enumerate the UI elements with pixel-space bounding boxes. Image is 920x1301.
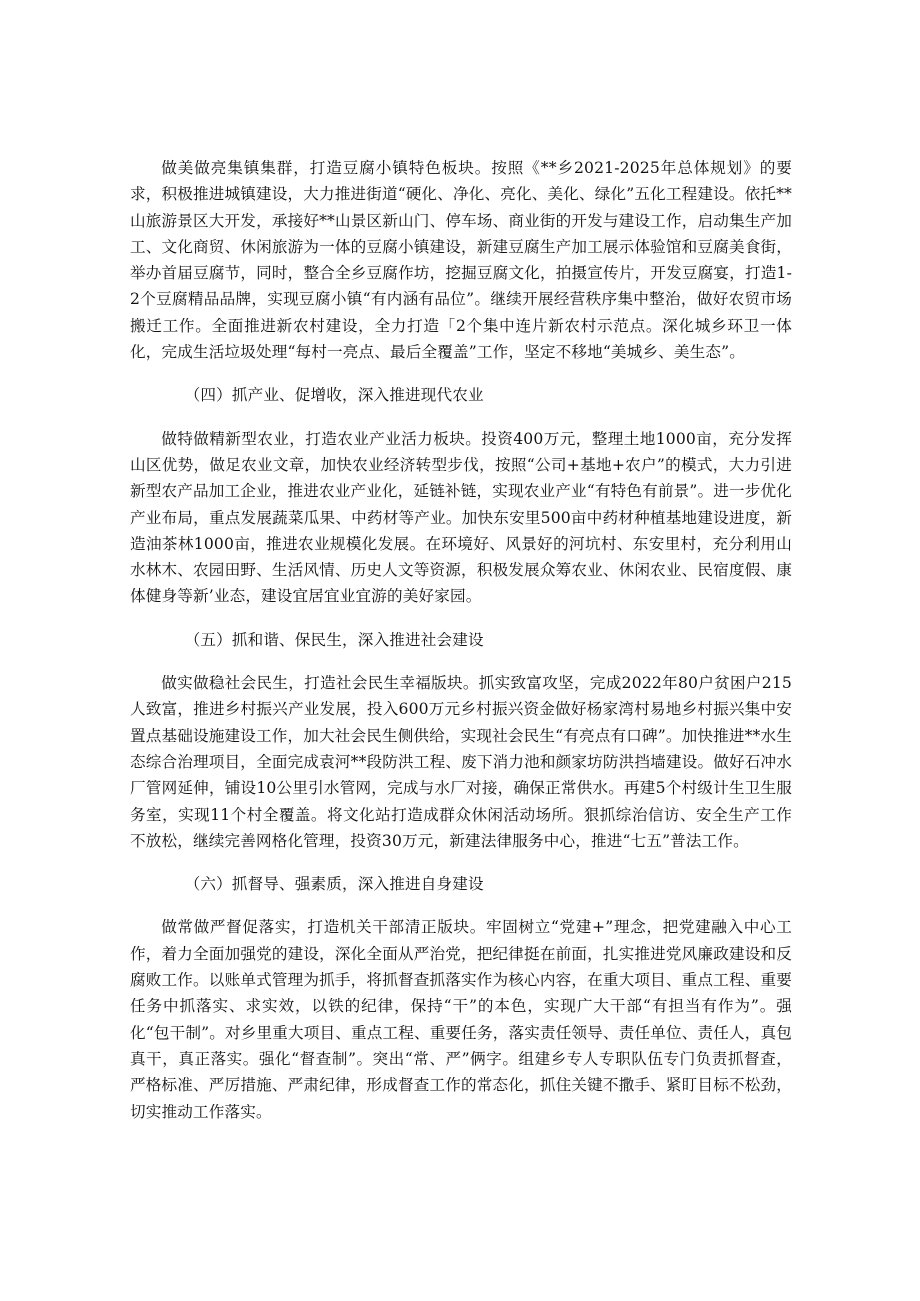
paragraph-town-construction: 做美做亮集镇集群，打造豆腐小镇特色板块。按照《**乡2021-2025年总体规划》的要求，积极推进城镇建设，大力推进街道“硬化、净化、亮化、美化、绿化”五化工程建设。依托**山旅游景区大开发，承接好**山景区新山门、停车场、商业街的开发与建设工作，启动集生产加工、文化商贸、休闲旅游为一体的豆腐小镇建设，新建豆腐生产加工展示体验馆和豆腐美食街，举办首届豆腐节，同时，整合全乡豆腐作坊，挖掘豆腐文化，拍摄宣传片，开发豆腐宴，打造1-2个豆腐精品品牌，实现豆腐小镇“有内涵有品位”。继续开展经营秩序集中整治，做好农贸市场搬迁工作。全面推进新农村建设，全力打造「2个集中连片新农村示范点。深化城乡环卫一体化，完成生活垃圾处理“每村一亮点、最后全覆盖”工作，坚定不移地“美城乡、美生态”。 [130,159,792,362]
section-heading-agriculture: （四）抓产业、促增收，深入推进现代农业 [184,386,484,405]
document-body [130,155,792,1125]
paragraph-social-livelihood: 做实做稳社会民生，打造社会民生幸福版块。抓实致富攻坚，完成2022年80户贫困户215人致富，推进乡村振兴产业发展，投入600万元乡村振兴资金做好杨家湾村易地乡村振兴集中安置点基础设施建设工作，加大社会民生侧供给，实现社会民生“有亮点有口碑”。加快推进**水生态综合治理项目，全面完成袁河**段防洪工程、废下消力池和颜家坊防洪挡墙建设。做好石冲水厂管网延伸，铺设10公里引水管网，完成与水厂对接，确保正常供水。再建5个村级计生卫生服务室，实现11个村全覆盖。将文化站打造成群众休闲活动场所。狠抓综治信访、安全生产工作不放松，继续完善网格化管理，投资30万元，新建法律服务中心，推进“七五”普法工作。 [130,674,792,850]
paragraph-modern-agriculture: 做特做精新型农业，打造农业产业活力板块。投资400万元，整理土地1000亩，充分发挥山区优势，做足农业文章，加快农业经济转型步伐，按照“公司+基地+农户”的模式，大力引进新型农产品加工企业，推进农业产业化，延链补链，实现农业产业“有特色有前景”。进一步优化产业布局，重点发展蔬菜瓜果、中药材等产业。加快东安里500亩中药材种植基地建设进度，新造油茶林1000亩，推进农业规模化发展。在环境好、风景好的河坑村、东安里村，充分利用山水林木、农园田野、生活风情、历史人文等资源，积极发展众筹农业、休闲农业、民宿度假、康体健身等新’业态，建设宜居宜业宜游的美好家园。 [130,429,792,606]
section-heading-social: （五）抓和谐、保民生，深入推进社会建设 [184,630,484,649]
section-heading-self-building: （六）抓督导、强素质，深入推进自身建设 [184,875,484,894]
paragraph-supervision: 做常做严督促落实，打造机关干部清正版块。牢固树立“党建+”理念，把党建融入中心工作，着力全面加强党的建设，深化全面从严治党，把纪律挺在前面，扎实推进党风廉政建设和反腐败工作。以账单式管理为抓手，将抓督查抓落实作为核心内容，在重大项目、重点工程、重要任务中抓落实、求实效，以铁的纪律，保持“干”的本色，实现广大干部“有担当有作为”。强化“包干制”。对乡里重大项目、重点工程、重要任务，落实责任领导、责任单位、责任人，真包真干，真正落实。强化“督查制”。突出“常、严”俩字。组建乡专人专职队伍专门负责抓督查，严格标准、严厉措施、严肃纪律，形成督查工作的常态化，抓住关键不撒手、紧盯目标不松劲，切实推动工作落实。 [130,918,792,1121]
